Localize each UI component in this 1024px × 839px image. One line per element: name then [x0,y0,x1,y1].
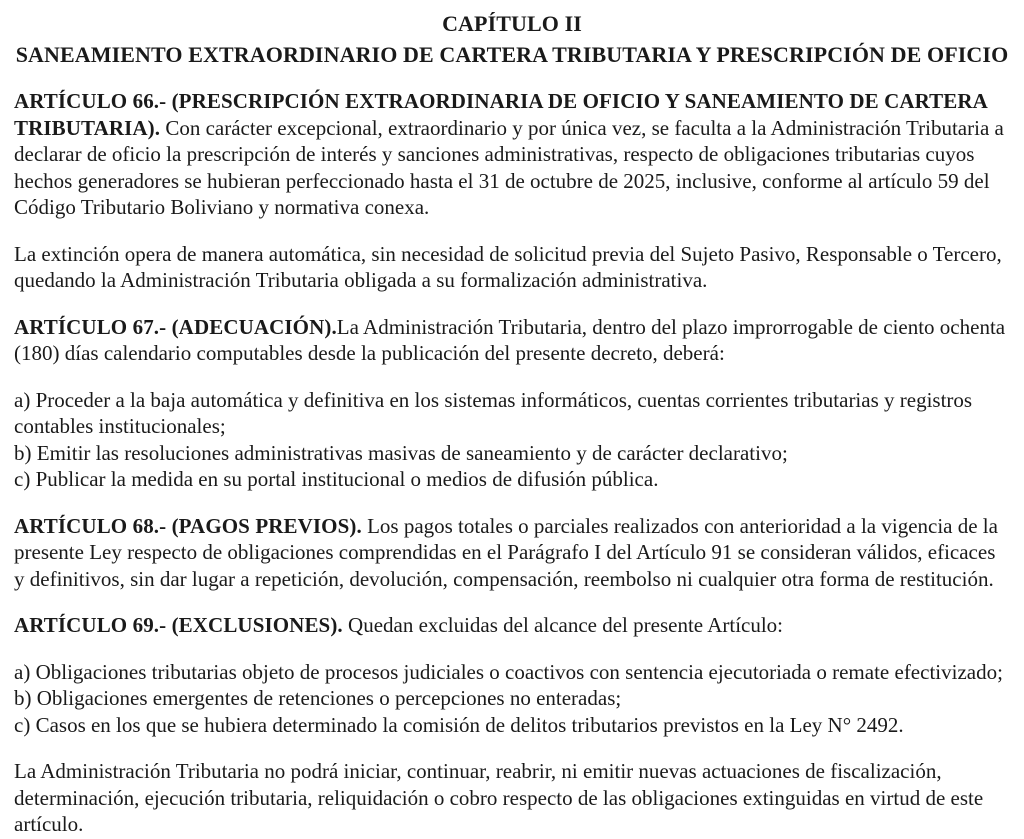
closing-paragraph: La Administración Tributaria no podrá iniciar, continuar, reabrir, ni emitir nuevas actuaciones de fiscalización, determinación, ejecución tributaria, reliquidación o cobro respecto de las obligaciones extinguidas en virtud de este artículo. [14,759,984,836]
article-69-heading: ARTÍCULO 69.- (EXCLUSIONES). [14,613,343,637]
article-67-body: La Administración Tributaria, dentro del plazo improrrogable de ciento ochenta (180) días calendario computables desde la publicación del presente decreto, deberá: [14,314,1006,365]
article-69-body: Quedan excluidas del alcance del presente Artículo: [348,613,784,637]
article-66-paragraph [14,88,1010,221]
article-67-list-item-a: a) Proceder a la baja automática y definitiva en los sistemas informáticos, cuentas corrientes tributarias y registros contables institucionales; [14,387,973,438]
article-69-list-item-a: a) Obligaciones tributarias objeto de procesos judiciales o coactivos con sentencia ejecutoriada o remate efectivizado; [14,659,1003,684]
chapter-subtitle: SANEAMIENTO EXTRAORDINARIO DE CARTERA TRIBUTARIA Y PRESCRIPCIÓN DE OFICIO [15,42,1009,67]
article-67-list [14,387,1010,493]
article-68-paragraph [14,513,1010,593]
article-67-list-item-b: b) Emitir las resoluciones administrativas masivas de saneamiento y de carácter declarativo; [14,440,788,465]
article-69-list [14,659,1010,739]
article-68-body: Los pagos totales o parciales realizados con anterioridad a la vigencia de la presente Ley respecto de obligaciones comprendidas en el Parágrafo I del Artículo 91 se consideran válidos, eficaces y definitivos, sin dar lugar a repetición, devolución, compensación, reembolso ni cualquier otra forma de restitución. [14,513,998,591]
article-69-list-item-b: b) Obligaciones emergentes de retenciones o percepciones no enteradas; [14,686,622,710]
article-66-heading: ARTÍCULO 66.- (PRESCRIPCIÓN EXTRAORDINARIA DE OFICIO Y SANEAMIENTO DE CARTERA TRIBUTARIA). [14,89,987,140]
article-68-heading: ARTÍCULO 68.- (PAGOS PREVIOS). [14,513,362,538]
article-69-list-item-c: c) Casos en los que se hubiera determinado la comisión de delitos tributarios previstos en la Ley N° 2492. [14,712,904,737]
article-67-paragraph [14,314,1010,367]
article-67-heading: ARTÍCULO 67.- (ADECUACIÓN). [14,314,337,339]
chapter-title: CAPÍTULO II [442,11,582,36]
article-69-paragraph [14,612,1010,639]
article-67-list-item-c: c) Publicar la medida en su portal institucional o medios de difusión pública. [14,467,659,491]
extincion-paragraph: La extinción opera de manera automática, sin necesidad de solicitud previa del Sujeto Pasivo, Responsable o Tercero, quedando la Administración Tributaria obligada a su formalización administrativa. [14,241,1002,292]
article-66-body: Con carácter excepcional, extraordinario y por única vez, se faculta a la Administración Tributaria a declarar de oficio la prescripción de interés y sanciones administrativas, respecto de obligaciones tributarias cuyos hechos generadores se hubieran perfeccionado hasta el 31 de octubre de 2025, inclusive, conforme al artículo 59 del Código Tributario Boliviano y normativa conexa. [14,115,1004,219]
